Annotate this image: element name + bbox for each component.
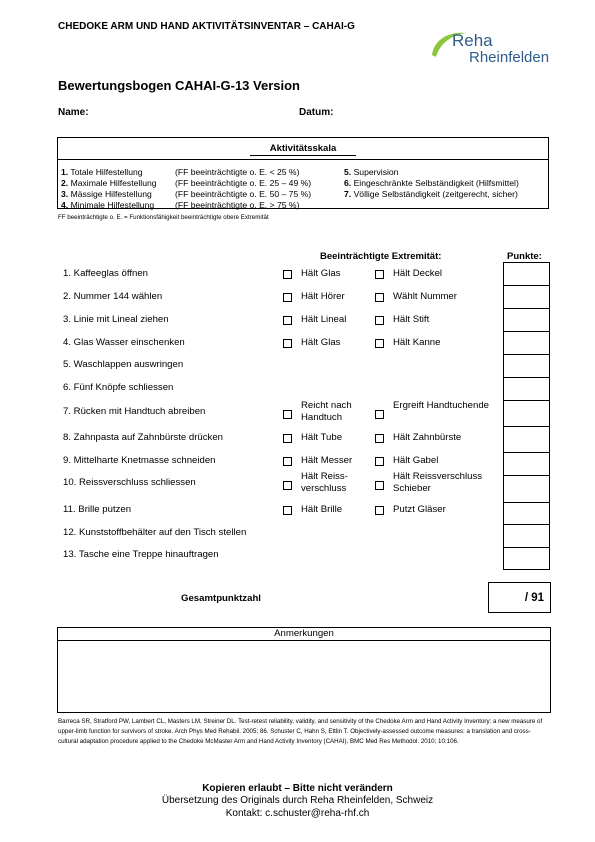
date-label: Datum: — [299, 107, 334, 118]
grip-option-2-label: Hält Zahnbürste — [393, 432, 462, 443]
form-title: Bewertungsbogen CAHAI-G-13 Version — [58, 78, 300, 93]
scale-level-1: 1. Totale Hilfestellung — [61, 167, 143, 177]
points-cell[interactable] — [503, 285, 550, 309]
task-label: 1. Kaffeeglas öffnen — [63, 268, 148, 279]
grip-option-2-checkbox[interactable] — [375, 434, 384, 443]
scale-level-5: 5. Supervision — [344, 167, 399, 177]
extremity-column-heading: Beeinträchtigte Extremität: — [320, 251, 442, 262]
points-column-heading: Punkte: — [507, 251, 542, 262]
task-label: 10. Reissverschluss schliessen — [63, 477, 196, 488]
points-cell[interactable] — [503, 262, 550, 286]
footer-contact: Kontakt: c.schuster@reha-rhf.ch — [225, 808, 370, 819]
points-cell[interactable] — [503, 452, 550, 476]
grip-option-2-label: Ergreift Handtuchende — [393, 400, 489, 411]
grip-option-2-label: Putzt Gläser — [393, 504, 446, 515]
grip-option-1-label: Hält Lineal — [301, 314, 347, 325]
grip-option-1-label: Hält Brille — [301, 504, 343, 515]
points-cell[interactable] — [503, 400, 550, 427]
grip-option-1-label: Reicht nach Handtuch — [301, 400, 352, 423]
footer-translation-note: Übersetzung des Originals durch Reha Rheinfelden, Schweiz — [161, 795, 434, 806]
points-cell[interactable] — [503, 547, 550, 570]
scale-level-4-range: (FF beeinträchtigte o. E. > 75 %) — [175, 200, 300, 210]
task-label: 13. Tasche eine Treppe hinauftragen — [63, 549, 219, 560]
grip-option-2-label: Hält Kanne — [393, 337, 441, 348]
grip-option-2-label: Hält Gabel — [393, 455, 439, 466]
grip-option-2-checkbox[interactable] — [375, 316, 384, 325]
points-cell[interactable] — [503, 354, 550, 378]
points-cell[interactable] — [503, 377, 550, 401]
task-label: 4. Glas Wasser einschenken — [63, 337, 185, 348]
scale-level-7: 7. Völlige Selbständigkeit (zeitgerecht, sicher) — [344, 189, 518, 199]
notes-heading: Anmerkungen — [58, 628, 550, 641]
total-score-max: / 91 — [524, 592, 544, 604]
grip-option-1-checkbox[interactable] — [283, 481, 292, 490]
points-cell[interactable] — [503, 426, 550, 453]
total-score-box[interactable] — [488, 582, 551, 613]
points-cell[interactable] — [503, 524, 550, 548]
task-label: 8. Zahnpasta auf Zahnbürste drücken — [63, 432, 223, 443]
grip-option-1-checkbox[interactable] — [283, 339, 292, 348]
document-header-title: CHEDOKE ARM UND HAND AKTIVITÄTSINVENTAR – CAHAI-G — [58, 21, 355, 32]
grip-option-1-label: Hält Reiss-verschluss — [301, 471, 348, 494]
task-label: 5. Waschlappen auswringen — [63, 359, 184, 370]
scale-level-2: 2. Maximale Hilfestellung — [61, 178, 157, 188]
scale-level-3: 3. Mässige Hilfestellung — [61, 189, 152, 199]
scale-level-2-range: (FF beeinträchtigte o. E. 25 – 49 %) — [175, 178, 312, 188]
grip-option-1-label: Hält Glas — [301, 268, 341, 279]
activity-scale-heading: Aktivitätsskala — [58, 138, 548, 160]
scale-level-1-range: (FF beeinträchtigte o. E. < 25 %) — [175, 167, 300, 177]
scale-level-4: 4. Minimale Hilfestellung — [61, 200, 155, 210]
ff-abbreviation-note: FF beeinträchtigte o. E. = Funktionsfähigkeit beeinträchtigte obere Extremität — [58, 214, 269, 221]
notes-box[interactable] — [57, 627, 551, 713]
grip-option-2-checkbox[interactable] — [375, 410, 384, 419]
task-label: 9. Mittelharte Knetmasse schneiden — [63, 455, 216, 466]
grip-option-2-checkbox[interactable] — [375, 506, 384, 515]
grip-option-2-checkbox[interactable] — [375, 457, 384, 466]
grip-option-1-checkbox[interactable] — [283, 270, 292, 279]
grip-option-1-checkbox[interactable] — [283, 506, 292, 515]
grip-option-2-checkbox[interactable] — [375, 293, 384, 302]
grip-option-1-checkbox[interactable] — [283, 434, 292, 443]
grip-option-1-label: Hält Hörer — [301, 291, 345, 302]
grip-option-1-checkbox[interactable] — [283, 316, 292, 325]
grip-option-2-label: Wählt Nummer — [393, 291, 457, 302]
task-label: 11. Brille putzen — [63, 504, 132, 515]
grip-option-2-checkbox[interactable] — [375, 339, 384, 348]
points-cell[interactable] — [503, 308, 550, 332]
footer-copy-notice: Kopieren erlaubt – Bitte nicht verändern — [202, 783, 393, 794]
total-score-label: Gesamtpunktzahl — [181, 593, 261, 604]
grip-option-2-checkbox[interactable] — [375, 481, 384, 490]
task-label: 3. Linie mit Lineal ziehen — [63, 314, 169, 325]
references: Barreca SR, Stratford PW, Lambert CL, Masters LM, Streiner DL. Test-retest reliability, validity, and sensitivity of the Chedoke Arm and Hand Activity Inventory: a new measure of upper-limb function for survivors of stroke. Arch Phys Med Rehabil. 2005; 86. Schuster C, Hahn S, Ettlin T. Objectively-assessed outcome measures: a translation and cross-cultural adaptation procedure applied to the Chedoke McMaster Arm and Hand Activity Inventory (CAHAI). BMC Med Res Methodol. 2010; 10:106. — [58, 718, 543, 745]
logo-text-rheinfelden: Rheinfelden — [469, 49, 550, 66]
grip-option-2-label: Hält Reissverschluss Schieber — [393, 471, 483, 494]
task-label: 7. Rücken mit Handtuch abreiben — [63, 406, 206, 417]
points-column — [503, 262, 550, 569]
grip-option-1-checkbox[interactable] — [283, 457, 292, 466]
scale-level-3-range: (FF beeinträchtigte o. E. 50 – 75 %) — [175, 189, 312, 199]
reha-rheinfelden-logo — [428, 27, 558, 71]
grip-option-1-checkbox[interactable] — [283, 410, 292, 419]
name-field[interactable] — [93, 106, 283, 120]
task-label: 12. Kunststoffbehälter auf den Tisch stellen — [63, 527, 247, 538]
activity-scale-box — [57, 137, 549, 209]
points-cell[interactable] — [503, 331, 550, 355]
task-label: 2. Nummer 144 wählen — [63, 291, 163, 302]
grip-option-1-label: Hält Messer — [301, 455, 353, 466]
grip-option-2-checkbox[interactable] — [375, 270, 384, 279]
scale-level-6: 6. Eingeschränkte Selbständigkeit (Hilfsmittel) — [344, 178, 519, 188]
grip-option-1-label: Hält Glas — [301, 337, 341, 348]
grip-option-2-label: Hält Stift — [393, 314, 430, 325]
task-label: 6. Fünf Knöpfe schliessen — [63, 382, 174, 393]
logo-text-reha: Reha — [452, 31, 493, 50]
grip-option-1-label: Hält Tube — [301, 432, 343, 443]
points-cell[interactable] — [503, 502, 550, 525]
grip-option-2-label: Hält Deckel — [393, 268, 443, 279]
name-label: Name: — [58, 107, 89, 118]
date-field[interactable] — [338, 106, 538, 120]
points-cell[interactable] — [503, 475, 550, 503]
grip-option-1-checkbox[interactable] — [283, 293, 292, 302]
